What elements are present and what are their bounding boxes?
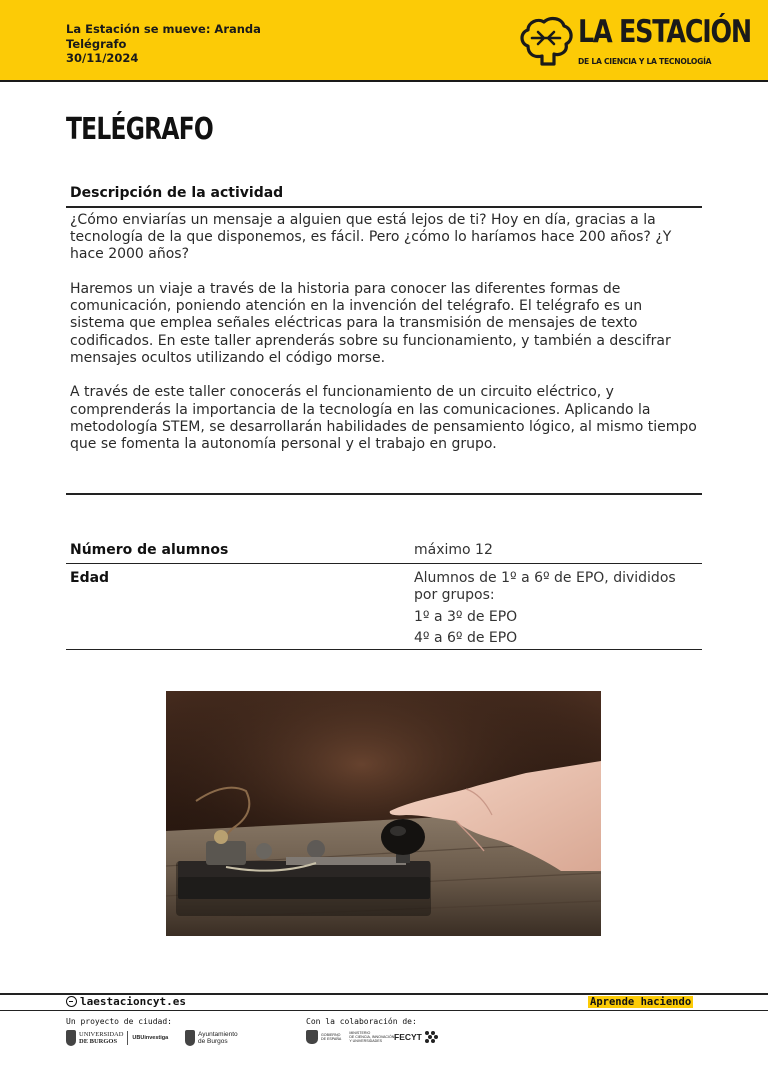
sponsor-text: Ayuntamiento: [198, 1031, 238, 1038]
telegraph-key-photo: [166, 691, 601, 936]
crest-icon: [306, 1030, 318, 1044]
website-text: laestacioncyt.es: [80, 995, 186, 1008]
age-group: 1º a 3º de EPO: [414, 608, 518, 625]
brain-icon: [66, 996, 77, 1007]
sponsor-text: Y UNIVERSIDADES: [349, 1039, 382, 1044]
info-table: [66, 540, 702, 650]
divider: [66, 493, 702, 495]
description-paragraph: A través de este taller conocerás el funcionamiento de un circuito eléctrico, y comprenderás la importancia de la tecnología en las comunicaciones. Aplicando la metodología STEM, se desarrollarán habilidades de pensamiento lógico, al mismo tiempo que se fomenta la autonomía personal y el trabajo en grupo.: [70, 384, 697, 453]
logo-title: LA ESTACIÓN: [578, 14, 751, 50]
divider: [66, 206, 702, 208]
header-meta: [66, 22, 261, 66]
sponsor-text: FECYT: [394, 1031, 422, 1042]
website-link[interactable]: [66, 995, 186, 1008]
la-estacion-logo: [518, 14, 751, 70]
sponsor-text: DE BURGOS: [79, 1038, 118, 1045]
sponsor-text: de Burgos: [198, 1038, 228, 1045]
logo-subtitle: DE LA CIENCIA Y LA TECNOLOGÍA: [578, 56, 712, 66]
crest-icon: [185, 1030, 195, 1046]
fecyt-logo: [394, 1030, 438, 1044]
ayuntamiento-logo: [185, 1030, 238, 1046]
description-body: [70, 212, 700, 471]
age-values: [414, 570, 702, 649]
age-row: [66, 564, 702, 650]
sponsor-text: UNIVERSIDAD: [79, 1031, 124, 1038]
sponsor-text: DE CIENCIA, INNOVACIÓN: [349, 1034, 395, 1039]
motto: Aprende haciendo: [590, 996, 692, 1008]
students-label: Número de alumnos: [70, 542, 229, 558]
sponsor-text: GOBIERNO: [321, 1032, 341, 1037]
sponsor-text: MINISTERIO: [349, 1030, 371, 1035]
fecyt-dots-icon: [424, 1030, 438, 1044]
footer-divider: [0, 1010, 768, 1011]
students-value: máximo 12: [414, 542, 493, 558]
page-title: TELÉGRAFO: [66, 112, 214, 147]
crest-icon: [66, 1030, 76, 1046]
telegraph-photo-illustration: [166, 691, 601, 936]
gobierno-logo: [306, 1030, 394, 1044]
activity-name: Telégrafo: [66, 36, 127, 51]
sponsor-text: UBUinvestiga: [132, 1034, 169, 1041]
age-value: Alumnos de 1º a 6º de EPO, divididos por grupos:: [414, 570, 676, 603]
age-group: 4º a 6º de EPO: [414, 630, 518, 646]
age-label: Edad: [70, 570, 110, 586]
project-label: Un proyecto de ciudad:: [66, 1017, 172, 1026]
sponsor-text: DE ESPAÑA: [321, 1037, 342, 1041]
brain-icon: [518, 16, 574, 68]
description-paragraph: Haremos un viaje a través de la historia para conocer las diferentes formas de comunicación, poniendo atención en la invención del telégrafo. El telégrafo es un sistema que emplea señales eléctricas para la transmisión de mensajes de texto codificados. En este taller aprenderás sobre su funcionamiento, y también a descifrar mensajes ocultos utilizando el código morse.: [70, 281, 671, 366]
separator: [127, 1031, 128, 1045]
header-bar: [0, 0, 768, 82]
event-date: 30/11/2024: [66, 51, 139, 65]
collab-label: Con la colaboración de:: [306, 1017, 417, 1026]
students-row: [66, 540, 702, 564]
description-paragraph: ¿Cómo enviarías un mensaje a alguien que está lejos de ti? Hoy en día, gracias a la tecnología de la que disponemos, es fácil. Pero ¿cómo lo haríamos hace 200 años? ¿Y hace 2000 años?: [70, 212, 672, 263]
description-heading: Descripción de la actividad: [70, 185, 284, 201]
event-name: La Estación se mueve: Aranda: [66, 22, 261, 36]
ubu-logo: [66, 1030, 168, 1046]
